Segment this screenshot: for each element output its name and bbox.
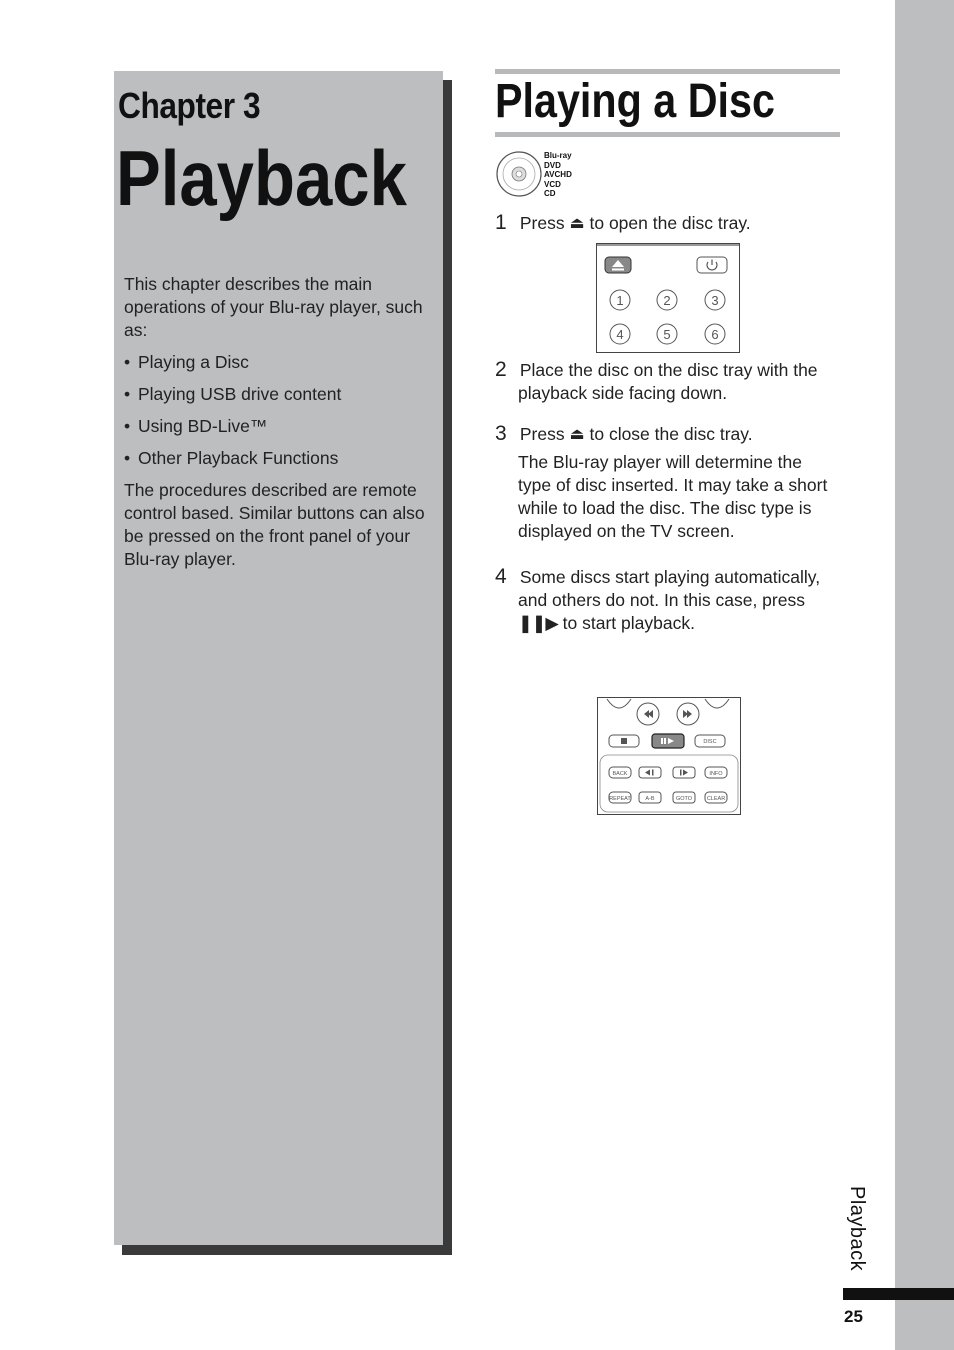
heading-rule-bottom	[495, 132, 840, 137]
number-key: 6	[711, 327, 719, 342]
eject-icon: ⏏	[569, 426, 585, 443]
fast-forward-icon	[677, 703, 699, 725]
disc-key-label: DISC	[703, 739, 717, 745]
topic-list	[124, 351, 429, 470]
step-text: Press	[519, 424, 565, 444]
info-key-label: INFO	[709, 771, 723, 777]
number-key: 5	[663, 327, 671, 342]
side-tab	[895, 0, 954, 1350]
step-number: 1	[495, 211, 507, 234]
eject-button-icon	[605, 257, 631, 273]
page-number: 25	[844, 1307, 863, 1326]
remote-eject-illustration	[596, 243, 740, 353]
number-key: 4	[616, 327, 624, 342]
step-text-play: ❚❚▶ to start playback.	[518, 613, 695, 633]
repeat-key-label: REPEAT	[609, 796, 631, 802]
chapter-intro: This chapter describes the main operations of your Blu-ray player, such as:	[124, 274, 423, 340]
eject-icon: ⏏	[569, 215, 585, 232]
number-key: 2	[663, 293, 671, 308]
step-2	[495, 358, 840, 405]
step-1	[495, 211, 840, 235]
chapter-description	[124, 273, 429, 580]
disc-type: DVD	[544, 160, 561, 170]
topic-item: • Playing a Disc	[124, 352, 249, 372]
back-key-label: BACK	[612, 771, 628, 777]
side-tab-label: Playback	[846, 1186, 868, 1272]
goto-key-label: GOTO	[675, 796, 693, 802]
clear-key-label: CLEAR	[706, 796, 726, 802]
disc-type: VCD	[544, 179, 561, 189]
step-detail: The Blu-ray player will determine the type of disc inserted. It may take a short while to load the disc. The disc type is displayed on the TV screen.	[518, 452, 828, 541]
power-button-icon	[697, 257, 727, 273]
chapter-title: Playback	[116, 134, 407, 222]
step-text: to close the disc tray.	[589, 424, 753, 444]
step-number: 3	[495, 422, 507, 445]
number-key: 1	[616, 293, 624, 308]
section-title: Playing a Disc	[495, 75, 775, 128]
disc-type: Blu-ray	[544, 151, 572, 160]
disc-types-list	[544, 151, 572, 199]
topic-item: • Other Playback Functions	[124, 448, 339, 468]
side-marker	[843, 1288, 954, 1300]
step-text: Some discs start playing automatically,	[519, 567, 821, 587]
chapter-note: The procedures described are remote control based. Similar buttons can also be pressed on the front panel of your Blu-ray player.	[124, 480, 425, 569]
topic-item: • Playing USB drive content	[124, 384, 342, 404]
step-4	[495, 565, 840, 635]
play-pause-button-icon	[652, 734, 684, 748]
step-text: playback side facing down.	[518, 383, 728, 403]
topic-item: • Using BD-Live™	[124, 416, 268, 436]
heading-rule-top	[495, 69, 840, 74]
play-pause-icon: ❚❚▶	[518, 613, 558, 633]
step-3	[495, 422, 840, 543]
step-number: 4	[495, 565, 507, 588]
step-number: 2	[495, 358, 507, 381]
step-text: and others do not. In this case, press	[518, 590, 805, 610]
rewind-icon	[637, 703, 659, 725]
step-text: Press	[519, 213, 565, 233]
step-text: to open the disc tray.	[589, 213, 751, 233]
stop-icon	[609, 735, 639, 747]
number-key: 3	[711, 293, 719, 308]
chapter-label: Chapter 3	[118, 85, 261, 126]
step-back-icon	[639, 767, 661, 778]
disc-icon	[496, 150, 544, 198]
ab-key-label: A-B	[645, 796, 655, 802]
step-text: Place the disc on the disc tray with the	[519, 360, 818, 380]
remote-play-illustration	[597, 697, 741, 815]
chapter-panel	[114, 71, 443, 1245]
step-forward-icon	[673, 767, 695, 778]
disc-type: CD	[544, 189, 556, 198]
disc-type: AVCHD	[544, 170, 572, 179]
